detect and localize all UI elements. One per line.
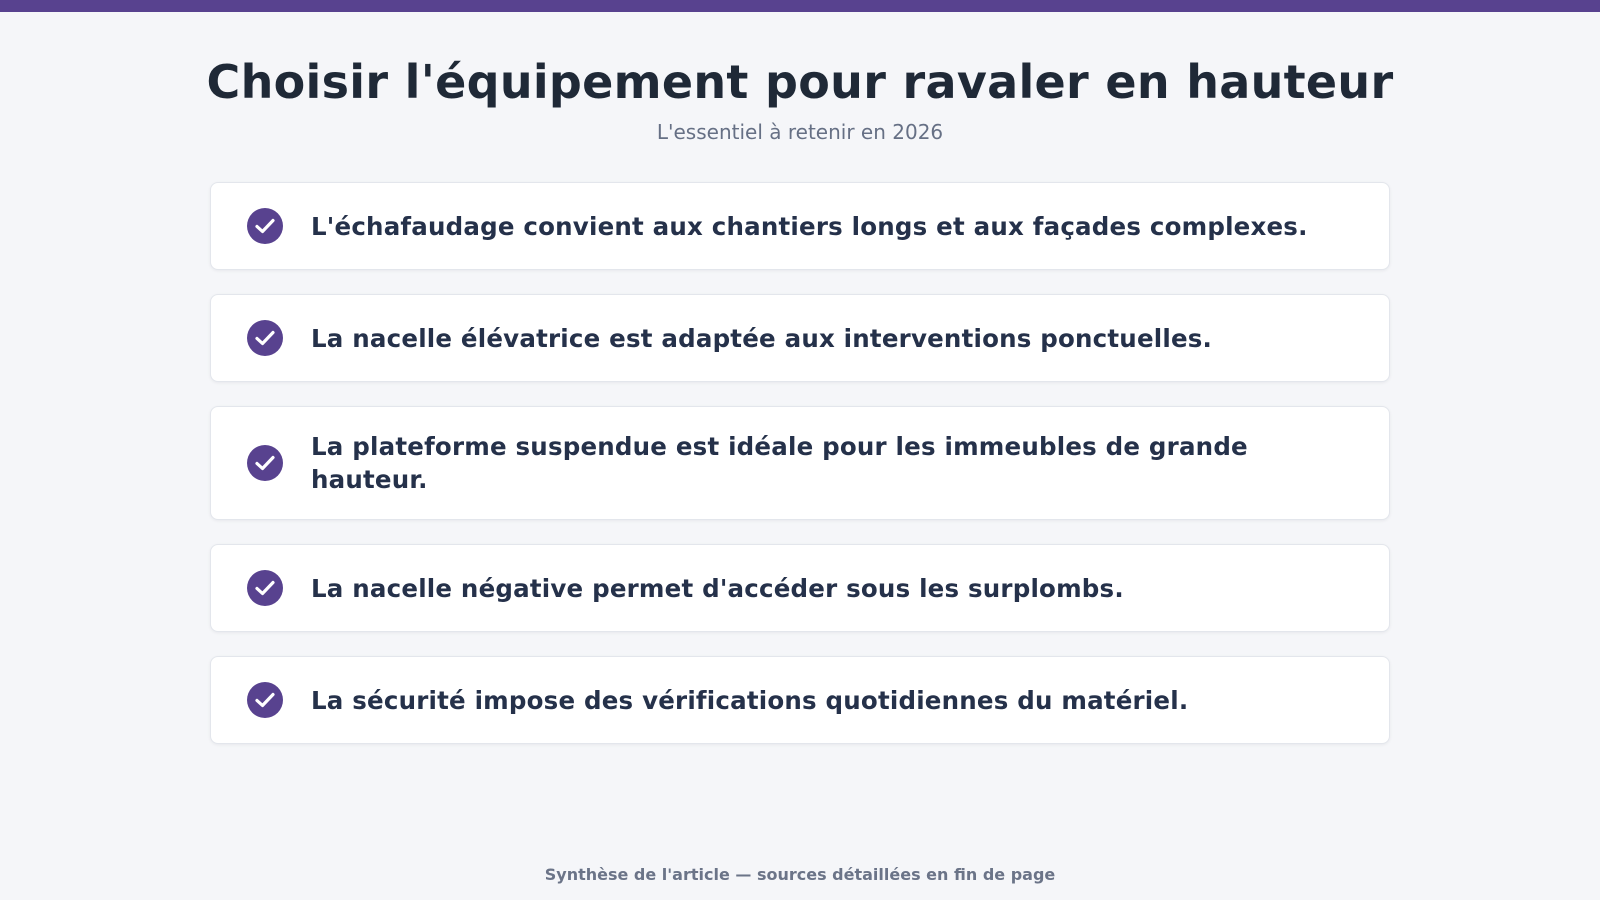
key-point-text: La nacelle élévatrice est adaptée aux interventions ponctuelles. — [311, 323, 1213, 353]
key-point-card — [210, 406, 1390, 520]
check-icon — [247, 208, 283, 244]
key-point-text: La plateforme suspendue est idéale pour les immeubles de grande hauteur. — [311, 432, 1248, 494]
check-icon — [247, 320, 283, 356]
check-icon — [247, 682, 283, 718]
key-point-text: L'échafaudage convient aux chantiers longs et aux façades complexes. — [311, 211, 1308, 241]
check-icon — [247, 570, 283, 606]
key-point-text: La nacelle négative permet d'accéder sous les surplombs. — [311, 573, 1124, 603]
key-points-list — [210, 182, 1390, 768]
key-point-text: La sécurité impose des vérifications quotidiennes du matériel. — [311, 685, 1189, 715]
key-point-card — [210, 656, 1390, 744]
top-accent-bar — [0, 0, 1600, 12]
key-point-card — [210, 294, 1390, 382]
page-subtitle: L'essentiel à retenir en 2026 — [656, 120, 944, 144]
key-point-card — [210, 182, 1390, 270]
page-header — [0, 52, 1600, 146]
page-title: Choisir l'équipement pour ravaler en hauteur — [206, 55, 1394, 109]
footer-note: Synthèse de l'article — sources détaillées en fin de page — [544, 865, 1056, 884]
key-point-card — [210, 544, 1390, 632]
check-icon — [247, 445, 283, 481]
